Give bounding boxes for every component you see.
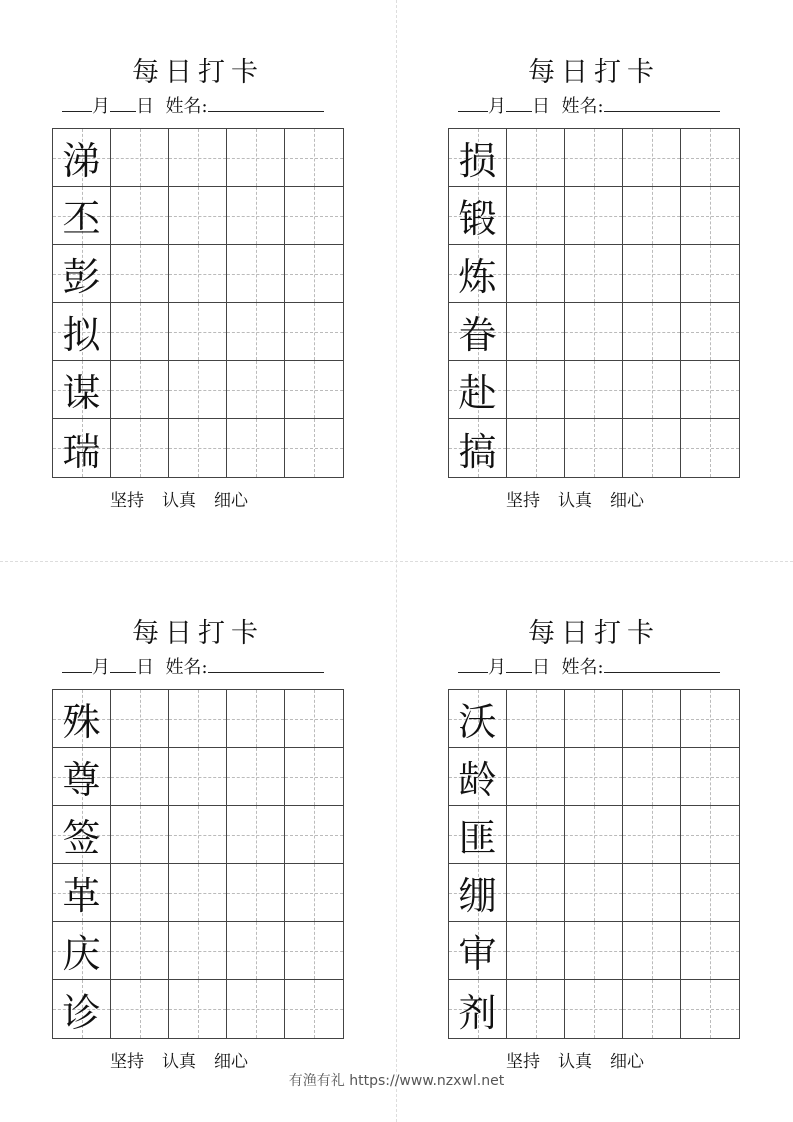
grid-cell[interactable] — [681, 419, 739, 477]
model-character: 签 — [62, 816, 101, 860]
date-name-line — [458, 656, 742, 679]
grid-cell[interactable] — [111, 419, 169, 477]
grid-cell[interactable] — [565, 303, 623, 361]
model-character: 谋 — [62, 371, 101, 415]
writing-grid — [52, 128, 344, 478]
model-character: 审 — [458, 932, 497, 976]
grid-cell[interactable] — [623, 806, 681, 864]
name-blank[interactable] — [604, 656, 720, 673]
grid-cell[interactable] — [623, 187, 681, 245]
grid-cell — [449, 129, 507, 187]
grid-cell[interactable] — [623, 129, 681, 187]
grid-cell — [449, 980, 507, 1038]
model-character: 丕 — [62, 197, 101, 241]
grid-cell[interactable] — [623, 245, 681, 303]
grid-cell[interactable] — [681, 245, 739, 303]
grid-cell[interactable] — [623, 361, 681, 419]
grid-cell[interactable] — [285, 245, 343, 303]
grid-cell[interactable] — [507, 129, 565, 187]
horizontal-cut-line — [0, 561, 793, 562]
grid-cell[interactable] — [227, 690, 285, 748]
day-label: 日 — [136, 657, 154, 678]
grid-cell[interactable] — [507, 922, 565, 980]
month-blank[interactable] — [458, 95, 488, 112]
grid-cell[interactable] — [169, 922, 227, 980]
grid-cell — [53, 922, 111, 980]
day-blank[interactable] — [506, 95, 532, 112]
model-character: 庆 — [62, 932, 101, 976]
grid-cell[interactable] — [111, 980, 169, 1038]
grid-cell[interactable] — [169, 419, 227, 477]
name-blank[interactable] — [208, 656, 324, 673]
grid-cell — [53, 748, 111, 806]
grid-cell[interactable] — [111, 303, 169, 361]
grid-cell[interactable] — [111, 922, 169, 980]
grid-cell[interactable] — [681, 980, 739, 1038]
grid-cell — [449, 690, 507, 748]
grid-cell — [449, 864, 507, 922]
grid-cell[interactable] — [169, 303, 227, 361]
grid-cell[interactable] — [227, 361, 285, 419]
name-label: 姓名: — [165, 657, 208, 678]
grid-cell[interactable] — [285, 748, 343, 806]
grid-cell[interactable] — [111, 806, 169, 864]
grid-cell[interactable] — [507, 303, 565, 361]
model-character: 龄 — [458, 758, 497, 802]
grid-cell — [53, 806, 111, 864]
grid-cell[interactable] — [169, 129, 227, 187]
grid-cell — [53, 303, 111, 361]
card-title: 每日打卡 — [132, 57, 264, 88]
motto — [506, 1047, 662, 1072]
motto-word: 细心 — [610, 1052, 644, 1072]
grid-cell — [53, 690, 111, 748]
grid-cell[interactable] — [227, 864, 285, 922]
grid-cell — [53, 361, 111, 419]
grid-cell[interactable] — [169, 187, 227, 245]
grid-cell[interactable] — [111, 187, 169, 245]
grid-cell[interactable] — [227, 922, 285, 980]
grid-cell[interactable] — [169, 245, 227, 303]
motto-word: 细心 — [610, 491, 644, 511]
grid-cell[interactable] — [227, 980, 285, 1038]
grid-cell[interactable] — [565, 806, 623, 864]
day-label: 日 — [532, 96, 550, 117]
watermark: 有渔有礼 https://www.nzxwl.net — [288, 1073, 505, 1089]
grid-cell — [53, 864, 111, 922]
grid-cell[interactable] — [227, 303, 285, 361]
grid-cell[interactable] — [681, 806, 739, 864]
grid-cell[interactable] — [227, 748, 285, 806]
grid-cell — [449, 806, 507, 864]
month-blank[interactable] — [62, 95, 92, 112]
model-character: 殊 — [62, 700, 101, 744]
grid-cell[interactable] — [565, 980, 623, 1038]
motto-word: 认真 — [162, 491, 196, 511]
model-character: 诊 — [62, 990, 101, 1035]
motto-word: 认真 — [162, 1052, 196, 1072]
grid-cell[interactable] — [565, 419, 623, 477]
motto-word: 细心 — [214, 491, 248, 511]
day-label: 日 — [136, 96, 154, 117]
grid-cell[interactable] — [681, 690, 739, 748]
grid-cell[interactable] — [507, 806, 565, 864]
grid-cell[interactable] — [285, 361, 343, 419]
grid-cell[interactable] — [565, 690, 623, 748]
grid-cell[interactable] — [169, 748, 227, 806]
grid-cell[interactable] — [507, 361, 565, 419]
motto-word: 坚持 — [110, 1052, 144, 1072]
date-name-line — [62, 95, 346, 118]
month-label: 月 — [488, 96, 506, 117]
grid-cell[interactable] — [623, 864, 681, 922]
grid-cell[interactable] — [507, 980, 565, 1038]
grid-cell[interactable] — [111, 690, 169, 748]
grid-cell — [53, 980, 111, 1038]
grid-cell — [449, 245, 507, 303]
grid-cell[interactable] — [169, 864, 227, 922]
grid-cell — [449, 361, 507, 419]
grid-cell — [53, 129, 111, 187]
motto-word: 细心 — [214, 1052, 248, 1072]
grid-cell — [449, 922, 507, 980]
grid-cell[interactable] — [507, 245, 565, 303]
grid-cell[interactable] — [227, 806, 285, 864]
grid-cell — [53, 245, 111, 303]
motto — [110, 486, 266, 511]
grid-cell[interactable] — [565, 361, 623, 419]
grid-cell[interactable] — [681, 748, 739, 806]
grid-cell[interactable] — [169, 806, 227, 864]
grid-cell[interactable] — [681, 303, 739, 361]
grid-cell[interactable] — [507, 690, 565, 748]
motto-word: 认真 — [558, 491, 592, 511]
model-character: 革 — [62, 874, 101, 918]
grid-cell[interactable] — [681, 187, 739, 245]
motto — [110, 1047, 266, 1072]
model-character: 锻 — [458, 197, 497, 241]
name-label: 姓名: — [165, 96, 208, 117]
grid-cell — [53, 187, 111, 245]
grid-cell — [449, 748, 507, 806]
date-name-line — [458, 95, 742, 118]
day-blank[interactable] — [506, 656, 532, 673]
name-blank[interactable] — [604, 95, 720, 112]
model-character: 剂 — [458, 990, 497, 1035]
grid-cell[interactable] — [565, 864, 623, 922]
grid-cell[interactable] — [565, 922, 623, 980]
grid-cell[interactable] — [285, 419, 343, 477]
grid-cell[interactable] — [285, 690, 343, 748]
grid-cell[interactable] — [111, 361, 169, 419]
model-character: 瑞 — [62, 429, 101, 474]
model-character: 赴 — [458, 371, 497, 415]
model-character: 沃 — [458, 700, 497, 744]
grid-cell — [449, 419, 507, 477]
grid-cell[interactable] — [623, 748, 681, 806]
grid-cell[interactable] — [169, 690, 227, 748]
model-character: 眷 — [458, 313, 497, 357]
motto-word: 坚持 — [506, 1052, 540, 1072]
grid-cell[interactable] — [623, 690, 681, 748]
grid-cell[interactable] — [565, 748, 623, 806]
grid-cell[interactable] — [565, 129, 623, 187]
month-label: 月 — [92, 96, 110, 117]
grid-cell[interactable] — [111, 129, 169, 187]
grid-cell[interactable] — [623, 980, 681, 1038]
grid-cell[interactable] — [111, 748, 169, 806]
grid-cell[interactable] — [681, 864, 739, 922]
motto-word: 认真 — [558, 1052, 592, 1072]
name-blank[interactable] — [208, 95, 324, 112]
writing-grid — [448, 128, 740, 478]
grid-cell[interactable] — [285, 187, 343, 245]
grid-cell[interactable] — [681, 361, 739, 419]
motto — [506, 486, 662, 511]
grid-cell[interactable] — [285, 129, 343, 187]
grid-cell[interactable] — [623, 303, 681, 361]
grid-cell[interactable] — [169, 361, 227, 419]
name-label: 姓名: — [561, 657, 604, 678]
grid-cell[interactable] — [285, 980, 343, 1038]
card-title: 每日打卡 — [528, 618, 660, 649]
model-character: 炼 — [458, 255, 497, 299]
date-name-line — [62, 656, 346, 679]
grid-cell[interactable] — [227, 187, 285, 245]
grid-cell[interactable] — [507, 748, 565, 806]
grid-cell[interactable] — [227, 419, 285, 477]
grid-cell[interactable] — [227, 129, 285, 187]
grid-cell — [449, 187, 507, 245]
grid-cell[interactable] — [565, 187, 623, 245]
writing-grid — [52, 689, 344, 1039]
grid-cell[interactable] — [507, 419, 565, 477]
grid-cell[interactable] — [507, 187, 565, 245]
grid-cell[interactable] — [227, 245, 285, 303]
grid-cell[interactable] — [623, 419, 681, 477]
grid-cell[interactable] — [111, 245, 169, 303]
month-blank[interactable] — [62, 656, 92, 673]
grid-cell[interactable] — [681, 129, 739, 187]
model-character: 损 — [458, 139, 497, 183]
grid-cell[interactable] — [565, 245, 623, 303]
model-character: 绷 — [458, 874, 497, 918]
grid-cell[interactable] — [285, 922, 343, 980]
card-title: 每日打卡 — [132, 618, 264, 649]
name-label: 姓名: — [561, 96, 604, 117]
model-character: 尊 — [62, 758, 101, 802]
day-blank[interactable] — [110, 95, 136, 112]
grid-cell[interactable] — [681, 922, 739, 980]
writing-grid — [448, 689, 740, 1039]
motto-word: 坚持 — [110, 491, 144, 511]
grid-cell[interactable] — [111, 864, 169, 922]
month-label: 月 — [92, 657, 110, 678]
card-title: 每日打卡 — [528, 57, 660, 88]
day-blank[interactable] — [110, 656, 136, 673]
day-label: 日 — [532, 657, 550, 678]
grid-cell[interactable] — [285, 806, 343, 864]
grid-cell[interactable] — [285, 303, 343, 361]
grid-cell[interactable] — [623, 922, 681, 980]
grid-cell — [53, 419, 111, 477]
model-character: 匪 — [458, 816, 497, 860]
grid-cell[interactable] — [285, 864, 343, 922]
grid-cell[interactable] — [507, 864, 565, 922]
grid-cell — [449, 303, 507, 361]
motto-word: 坚持 — [506, 491, 540, 511]
model-character: 搞 — [458, 429, 497, 474]
model-character: 彭 — [62, 255, 101, 299]
month-blank[interactable] — [458, 656, 488, 673]
model-character: 涕 — [62, 139, 101, 183]
month-label: 月 — [488, 657, 506, 678]
grid-cell[interactable] — [169, 980, 227, 1038]
model-character: 拟 — [62, 313, 101, 357]
